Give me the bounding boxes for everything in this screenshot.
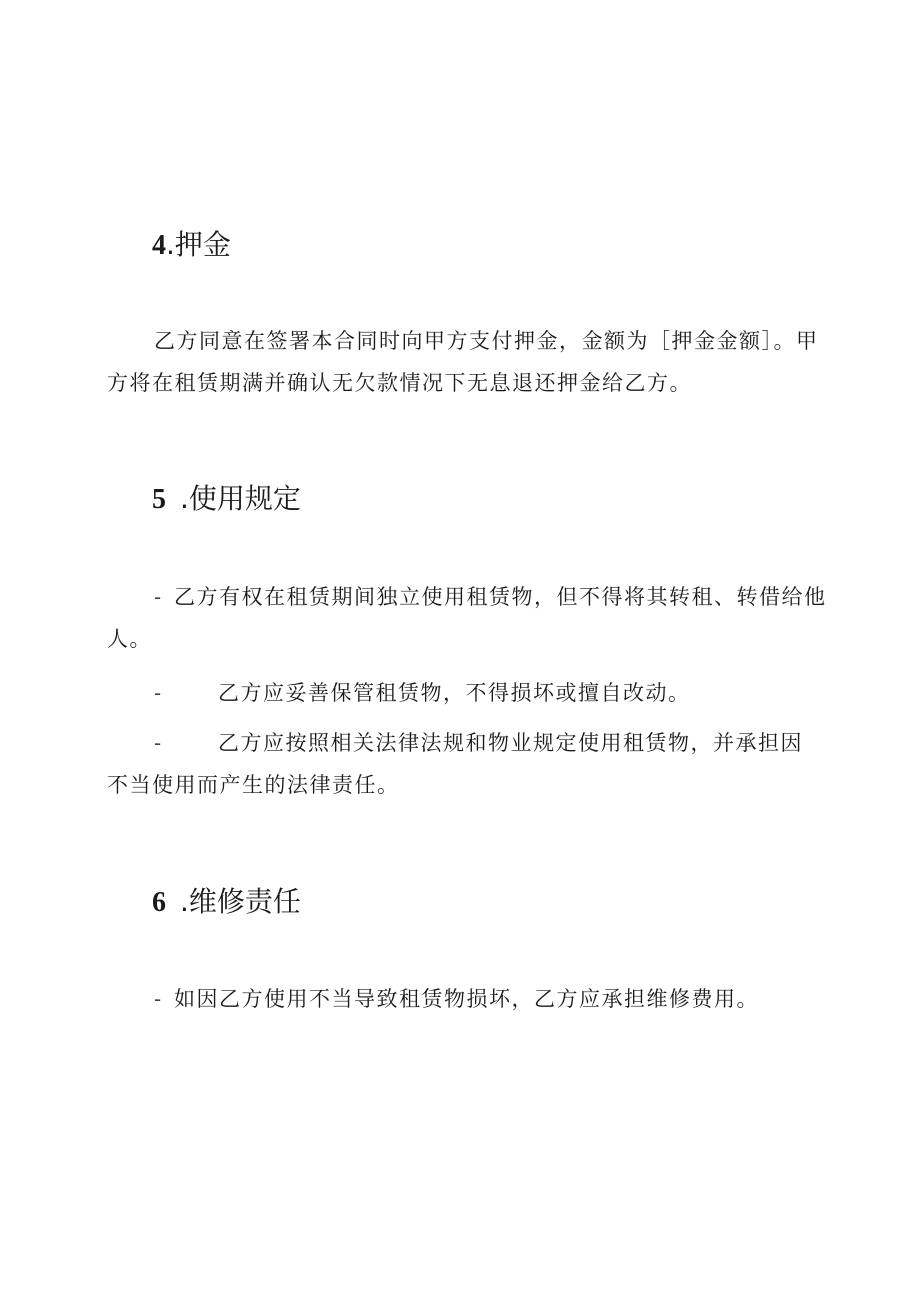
section-4-number: 4 [152,230,166,261]
section-5-item-2-line-1 [107,672,807,714]
section-5-item-3-text: 乙方应按照相关法律法规和物业规定使用租赁物，并承担因 [218,731,803,755]
bullet-dash: - [154,585,163,609]
bullet-dash: - [154,681,163,705]
section-6-heading [152,885,301,920]
section-5-item-1-line-1 [107,576,827,618]
section-5-item-3 [107,722,807,806]
section-5-number: 5 [152,484,166,515]
section-5-item-1-text: 乙方有权在租赁期间独立使用租赁物，但不得将其转租、转借给他 [174,585,827,609]
section-5-item-3-line-2: 不当使用而产生的法律责任。 [107,773,400,797]
section-6-title: .维修责任 [180,885,301,918]
section-4-title: .押金 [166,228,231,261]
section-4-line-1: 乙方同意在签署本合同时向甲方支付押金，金额为［押金金额］。甲 [154,329,819,353]
section-4-heading [152,228,231,263]
section-5-item-2-text: 乙方应妥善保管租赁物，不得损坏或擅自改动。 [218,681,691,705]
section-4-paragraph [107,320,819,404]
section-6-item-1-line-1 [107,978,807,1020]
section-5-heading [152,482,301,517]
section-5-item-1-line-2: 人。 [107,627,152,651]
bullet-dash: - [154,987,163,1011]
section-6-item-1 [107,978,807,1020]
section-6-number: 6 [152,887,166,918]
section-5-title: .使用规定 [180,482,301,515]
section-6-item-1-text: 如因乙方使用不当导致租赁物损坏，乙方应承担维修费用。 [174,987,759,1011]
section-5-item-2 [107,672,807,714]
bullet-dash: - [154,731,163,755]
section-4-line-2: 方将在租赁期满并确认无欠款情况下无息退还押金给乙方。 [107,371,692,395]
section-5-item-1 [107,576,827,660]
section-5-item-3-line-1 [107,722,807,764]
